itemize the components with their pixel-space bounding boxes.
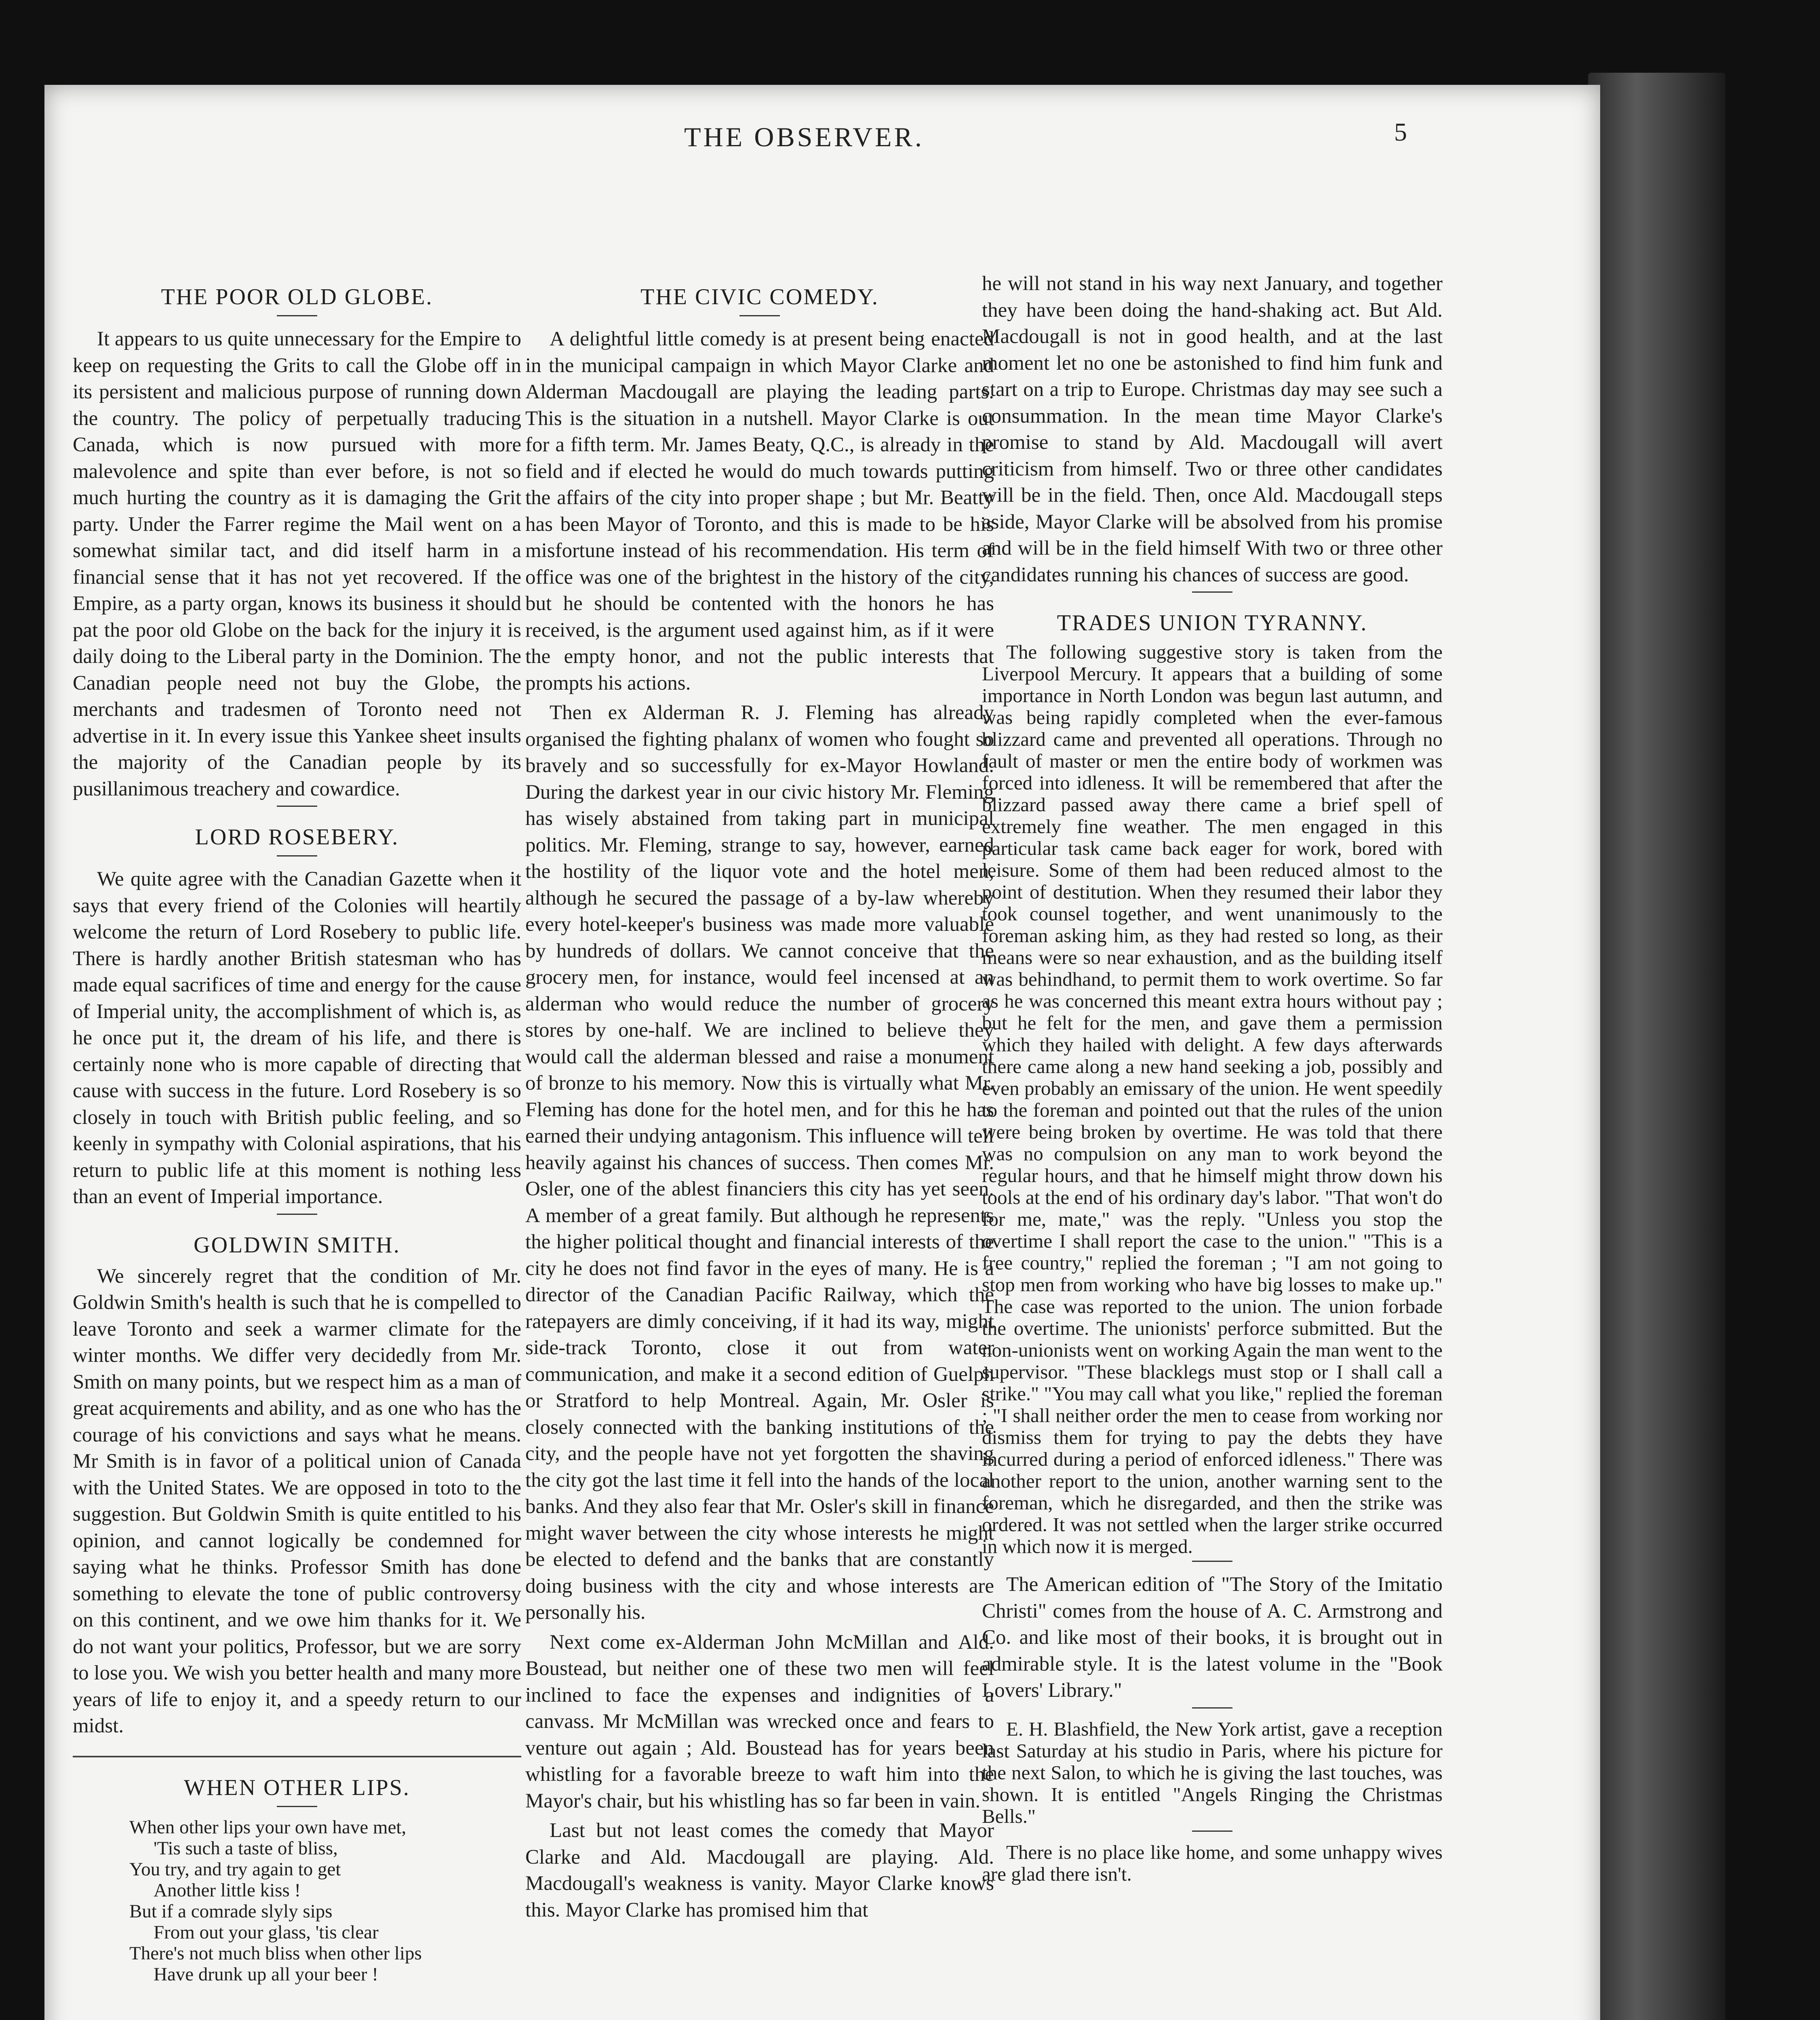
section-rule	[277, 1214, 317, 1215]
section-rule	[1192, 591, 1232, 593]
article-paragraph: The following suggestive story is taken from the Liverpool Mercury. It appears that a building of some importance in North London was begun last autumn, and was being rapidly completed when the ever-famous blizzard came and prevented all operations. Through no fault of master or men the entire body of workmen was forced into idleness. It will be remembered that after the blizzard passed away there came a brief spell of extremely fine weather. The men engaged in this particular task came back eager for work, bored with leisure. Some of them had been reduced almost to the point of destitution. When they resumed their labor they took counsel together, and went unanimously to the foreman asking him, as they had rested so long, as their means were so near exhaustion, and as the building itself was behindhand, to permit them to work overtime. So far as he was concerned this meant extra hours without pay ; but he felt for the men, and gave them a permission which they hailed with delight. A few days afterwards there came along a new hand seeking a job, possibly and even probably an emissary of the union. He went speedily to the foreman and pointed out that the rules of the union were being broken by overtime. He was told that there was no compulsion on any man to work beyond the regular hours, and that he himself might throw down his tools at the end of his ordinary day's labor. "That won't do for me, mate," was the reply. "Unless you stop the overtime I shall report the case to the union." "This is a free country," replied the foreman ; "I am not going to stop men from working who have big losses to make up." The case was reported to the union. The union forbade the overtime. The unionists' perforce submitted. But the non-unionists went on working Again the man went to the supervisor. "These blacklegs must stop or I shall call a strike." "You may call what you like," replied the foreman ; "I shall neither order the men to cease from working nor dismiss them for trying to pay the debts they have incurred during a period of enforced idleness." There was another report to the union, another warning sent to the foreman, which he disregarded, and then the strike was ordered. It was not settled when the larger strike occurred in which now it is merged.	[982, 641, 1443, 1557]
poem-line: From out your glass, 'tis clear	[154, 1921, 379, 1943]
article-title-goldwin-smith: GOLDWIN SMITH.	[194, 1232, 400, 1258]
column-3	[982, 271, 1443, 1888]
article-title-globe: THE POOR OLD GLOBE.	[161, 284, 433, 309]
binder-edge	[1588, 73, 1725, 2020]
page-number: 5	[1394, 118, 1407, 146]
article-body-globe: It appears to us quite unnecessary for the Empire to keep on requesting the Grits to call the Globe off in its persistent and malicious purpose of running down the country. The policy of perpetually traducing Canada, which is now pursued with more malevolence and spite than ever before, is not so much hurting the country as it is damaging the Grit party. Under the Farrer regime the Mail went on a somewhat similar tact, and did itself harm in a financial sense that it has not yet recovered. If the Empire, as a party organ, knows its business it should pat the poor old Globe on the back for the injury it is daily doing to the Liberal party in the Dominion. The Canadian people need not buy the Globe, the merchants and tradesmen of Toronto need not advertise in it. In every issue this Yankee sheet insults the majority of the Canadian people by its pusillanimous treachery and cowardice.	[73, 328, 521, 800]
article-paragraph: Last but not least comes the comedy that Mayor Clarke and Ald. Macdougall are playing. Ald. Macdougall's weakness is vanity. Mayor Clarke knows this. Mayor Clarke has promised him that	[525, 1819, 994, 1921]
poem	[129, 1817, 521, 1985]
poem-line: Another little kiss !	[154, 1879, 301, 1901]
section-divider	[73, 1756, 521, 1757]
poem-title: WHEN OTHER LIPS.	[184, 1775, 410, 1800]
poem-line: 'Tis such a taste of bliss,	[154, 1837, 338, 1859]
poem-line: You try, and try again to get	[129, 1858, 341, 1880]
section-rule	[1192, 1831, 1232, 1832]
column-2	[525, 275, 994, 1927]
section-rule	[1192, 1561, 1232, 1562]
poem-line: There's not much bliss when other lips	[129, 1942, 422, 1964]
poem-line: But if a comrade slyly sips	[129, 1900, 333, 1922]
article-paragraph: E. H. Blashfield, the New York artist, gave a reception last Saturday at his studio in Paris, where his picture for the next Salon, to which he is giving the last touches, was shown. It is entitled "Angels Ringing the Christmas Bells."	[982, 1717, 1443, 1827]
column-1	[73, 267, 521, 1985]
section-rule	[277, 806, 317, 807]
title-rule	[277, 855, 317, 856]
poem-line: Have drunk up all your beer !	[154, 1963, 378, 1985]
article-title-civic-comedy: THE CIVIC COMEDY.	[640, 284, 879, 309]
article-title-rosebery: LORD ROSEBERY.	[195, 825, 399, 850]
title-rule	[739, 315, 780, 316]
article-paragraph: Then ex Alderman R. J. Fleming has already organised the fighting phalanx of women who fought so bravely and so successfully for ex-Mayor Howland. During the darkest year in our civic history Mr. Fleming has wisely abstained from taking part in municipal politics. Mr. Fleming, strange to say, however, earned the hostility of the liquor vote and the hotel men, although he secured the passage of a by-law whereby every hotel-keeper's business was made more valuable by hundreds of dollars. We cannot conceive that the grocery men, for instance, would feel incensed at an alderman who would reduce the number of grocery stores by one-half. We are inclined to believe they would call the alderman blessed and raise a monument of bronze to his memory. Now this is virtually what Mr. Fleming has done for the hotel men, and for this he has earned their undying antagonism. This influence will tell heavily against his chances of success. Then comes Mr. Osler, one of the ablest financiers this city has yet seen. A member of a great family. But although he represents the higher political thought and financial interests of the city he does not find favor in the eyes of many. He is a director of the Canadian Pacific Railway, which the ratepayers are dimly conceiving, if it had its way, might side-track Toronto, close it out from water communication, and make it a second edition of Guelph or Stratford to help Montreal. Again, Mr. Osler is closely connected with the banking institutions of the city, and the people have not yet forgotten the shaving the city got the last time it fell into the hands of the local banks. And they also fear that Mr. Osler's skill in finance might waver between the city whose interests he might be elected to defend and the banks that are constantly doing business with the city and whose interests are personally his.	[525, 701, 994, 1624]
article-body-rosebery: We quite agree with the Canadian Gazette when it says that every friend of the Colonies will heartily welcome the return of Lord Rosebery to public life. There is hardly another British statesman who has made equal sacrifices of time and energy for the cause of Imperial unity, the accomplishment of which is, as he once put it, the dream of his life, and there is certainly none who is more capable of directing that cause with success in the future. Lord Rosebery is so closely in touch with British public feeling, and so keenly in sympathy with Colonial aspirations, that his return to public life at this moment is nothing less than an event of Imperial importance.	[73, 868, 521, 1208]
title-rule	[277, 315, 317, 316]
article-paragraph: There is no place like home, and some unhappy wives are glad there isn't.	[982, 1841, 1443, 1885]
article-paragraph: The American edition of "The Story of the Imitatio Christi" comes from the house of A. C. Armstrong and Co. and like most of their books, it is brought out in admirable style. It is the latest volume in the "Book Lovers' Library."	[982, 1573, 1443, 1702]
section-rule	[1192, 1707, 1232, 1709]
article-body-goldwin-smith: We sincerely regret that the condition of Mr. Goldwin Smith's health is such that he is compelled to leave Toronto and seek a warmer climate for the winter months. We differ very decidedly from Mr. Smith on many points, but we respect him as a man of great acquirements and ability, and as one who has the courage of his convictions and says what he means. Mr Smith is in favor of a political union of Canada with the United States. We are opposed in toto to the suggestion. But Goldwin Smith is quite entitled to his opinion, and cannot logically be condemned for saying what he thinks. Professor Smith has done something to elevate the tone of public controversy on this continent, and we owe him thanks for it. We do not want your politics, Professor, but we are sorry to lose you. We wish you better health and many more years of life to enjoy it, and a speedy return to our midst.	[73, 1265, 521, 1737]
article-paragraph-continued: he will not stand in his way next January, and together they have been doing the hand-shaking act. But Ald. Macdougall is not in good health, and at the last moment let no one be astonished to find him funk and start on a trip to Europe. Christmas day may see such a consummation. In the mean time Mayor Clarke's promise to stand by Ald. Macdougall will avert criticism from himself. Two or three other candidates will be in the field. Then, once Ald. Macdougall steps aside, Mayor Clarke will be absolved from his promise and will be in the field himself With two or three other candidates running his chances of success are good.	[982, 272, 1443, 586]
poem-line: When other lips your own have met,	[129, 1816, 407, 1838]
article-paragraph: Next come ex-Alderman John McMillan and Ald. Boustead, but neither one of these two men will feel inclined to face the expenses and indignities of a canvass. Mr McMillan was wrecked once and fears to venture out again ; Ald. Boustead has for years been whistling for a favorable breeze to waft him into the Mayor's chair, but his whistling has so far been in vain.	[525, 1631, 994, 1812]
article-title-trades-union: TRADES UNION TYRANNY.	[1057, 610, 1368, 635]
title-rule	[277, 1806, 317, 1807]
masthead: THE OBSERVER.	[684, 122, 924, 152]
article-paragraph: A delightful little comedy is at present being enacted in the municipal campaign in which Mayor Clarke and Alderman Macdougall are playing the leading parts. This is the situation in a nutshell. Mayor Clarke is out for a fifth term. Mr. James Beaty, Q.C., is already in the field and if elected he would do much towards putting the affairs of the city into proper shape ; but Mr. Beatty has been Mayor of Toronto, and this is made to be his misfortune instead of his recommendation. His term of office was one of the brightest in the history of the city, but he should be contented with the honors he has received, is the argument used against him, as if it were the empty honor, and not the public interests that prompts his actions.	[525, 328, 994, 694]
